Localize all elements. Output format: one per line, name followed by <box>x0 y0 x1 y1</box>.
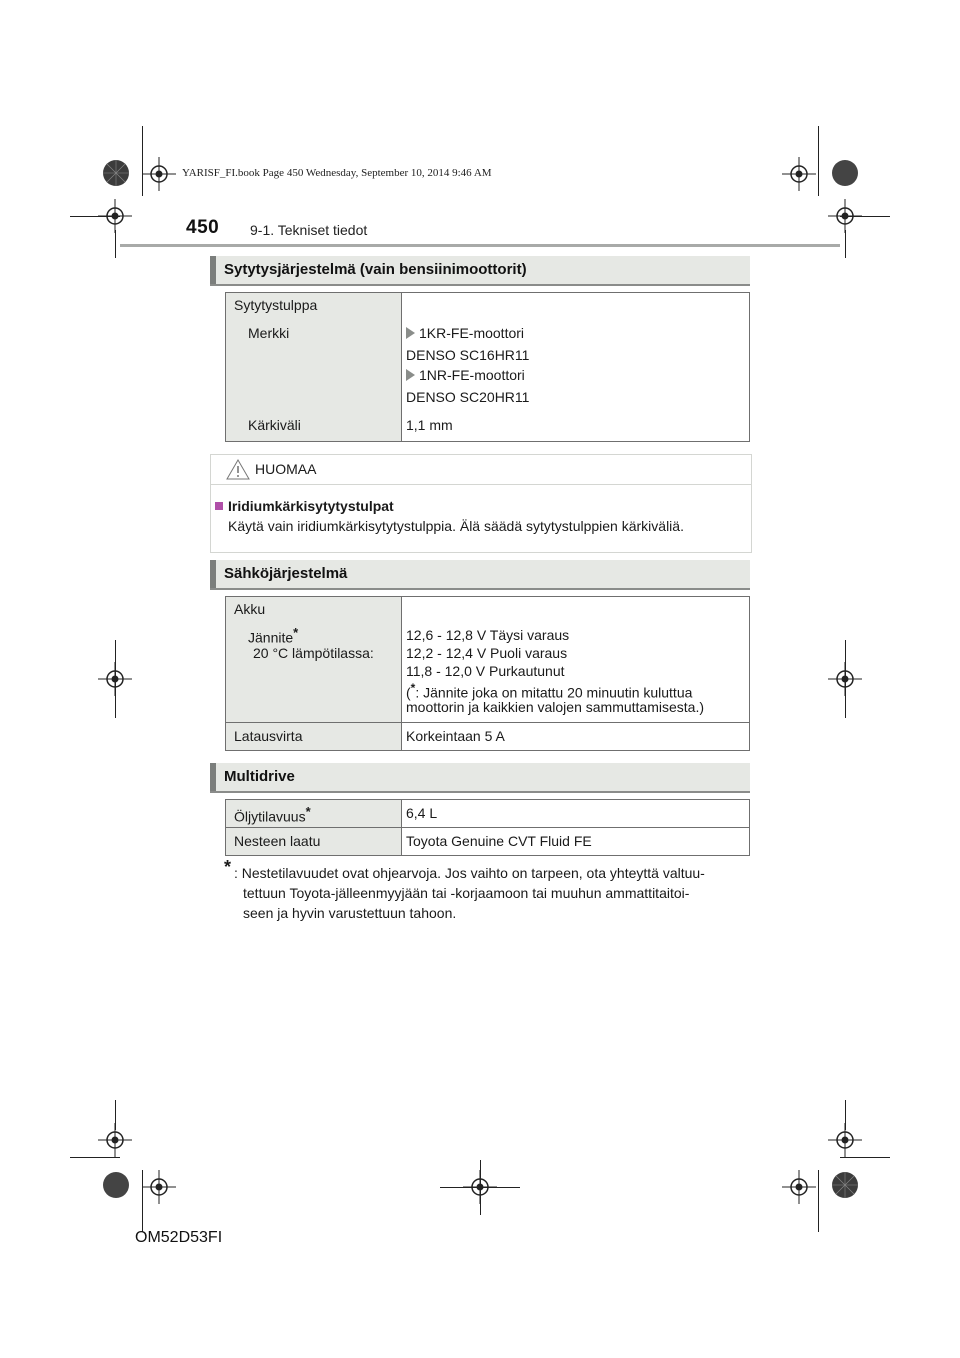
square-bullet-icon <box>215 502 223 510</box>
warning-triangle-icon <box>226 459 250 480</box>
notice-subtitle-text: Iridiumkärkisytytystulpat <box>228 498 394 514</box>
footnote-line3: seen ja hyvin varustettuun tahoon. <box>243 905 457 921</box>
engine-1kr-label: 1KR-FE-moottori <box>419 325 525 341</box>
notice-header-text: HUOMAA <box>255 461 317 477</box>
voltage-half: 12,2 - 12,4 V Puoli varaus <box>406 645 568 661</box>
battery-label-cell <box>226 597 402 723</box>
crosshair-icon <box>782 157 816 191</box>
oil-capacity-value: 6,4 L <box>406 805 438 821</box>
charge-label-cell <box>226 723 402 751</box>
page-number: 450 <box>186 217 220 238</box>
voltage-note-line1 <box>406 681 692 701</box>
voltage-note-line2: moottorin ja kaikkien valojen sammuttamisesta.) <box>406 699 705 715</box>
section-title: 9-1. Tekniset tiedot <box>250 222 368 238</box>
registration-circle-icon <box>831 1171 859 1199</box>
charge-value-cell <box>402 723 750 751</box>
ignition-table <box>225 292 750 442</box>
notice-header <box>211 455 751 485</box>
battery-label: Akku <box>234 601 266 617</box>
charge-current-value: Korkeintaan 5 A <box>406 728 505 744</box>
section-heading-text: Sähköjärjestelmä <box>224 565 348 582</box>
plug-1nr-value: DENSO SC20HR11 <box>406 389 530 405</box>
section-heading-electrical <box>210 560 750 590</box>
registration-circle-icon <box>831 159 859 187</box>
asterisk-mark: * <box>293 625 299 640</box>
voltage-label <box>248 625 298 646</box>
fluid-type-value: Toyota Genuine CVT Fluid FE <box>406 833 592 849</box>
section-heading-ignition <box>210 256 750 286</box>
registration-circle-icon <box>102 159 130 187</box>
asterisk-mark: * <box>410 681 416 695</box>
crosshair-icon <box>142 1170 176 1204</box>
oil-label-cell <box>226 800 402 828</box>
note-paren: ( <box>406 684 411 701</box>
registration-circle-icon <box>102 1171 130 1199</box>
oil-value-cell <box>402 800 750 828</box>
crosshair-icon <box>142 157 176 191</box>
notice-box <box>210 454 752 553</box>
ignition-value-cell <box>402 293 750 442</box>
fluid-label-cell <box>226 828 402 856</box>
footnote-asterisk: * <box>224 857 232 877</box>
gap-label: Kärkiväli <box>248 417 301 433</box>
crosshair-icon <box>782 1170 816 1204</box>
brand-label: Merkki <box>248 325 290 341</box>
plug-1kr-value: DENSO SC16HR11 <box>406 347 530 363</box>
voltage-discharged: 11,8 - 12,0 V Purkautunut <box>406 663 565 679</box>
header-rule <box>120 244 840 247</box>
voltage-label-text: Jännite <box>248 629 294 646</box>
engine-1kr-item <box>406 325 524 341</box>
fluid-value-cell <box>402 828 750 856</box>
notice-subtitle <box>215 498 394 514</box>
triangle-bullet-icon <box>406 327 415 339</box>
footnote-line2: tettuun Toyota-jälleenmyyjään tai -korjaamoon tai muuhun ammattitaitoi- <box>243 885 690 901</box>
gap-value: 1,1 mm <box>406 417 453 433</box>
note-line1-text: : Jännite joka on mitattu 20 minuutin kuluttua <box>415 684 693 701</box>
spark-plug-label: Sytytystulppa <box>234 297 318 313</box>
temperature-label: 20 °C lämpötilassa: <box>253 645 374 661</box>
ignition-label-cell <box>226 293 402 442</box>
multidrive-table <box>225 799 750 856</box>
charge-current-label: Latausvirta <box>234 728 303 744</box>
notice-text: Käytä vain iridiumkärkisytytystulppia. Älä säädä sytytystulppien kärkiväliä. <box>228 518 684 534</box>
engine-1nr-item <box>406 367 525 383</box>
section-heading-multidrive <box>210 763 750 793</box>
fluid-type-label: Nesteen laatu <box>234 833 321 849</box>
triangle-bullet-icon <box>406 369 415 381</box>
book-file-header: YARISF_FI.book Page 450 Wednesday, September 10, 2014 9:46 AM <box>182 167 492 179</box>
asterisk-mark: * <box>305 804 311 819</box>
oil-capacity-text: Öljytilavuus <box>234 808 306 825</box>
footnote-line1: : Nestetilavuudet ovat ohjearvoja. Jos vaihto on tarpeen, ota yhteyttä valtuu- <box>234 865 705 881</box>
voltage-full: 12,6 - 12,8 V Täysi varaus <box>406 627 570 643</box>
oil-capacity-label <box>234 804 311 825</box>
electrical-table <box>225 596 750 751</box>
battery-value-cell <box>402 597 750 723</box>
section-heading-text: Sytytysjärjestelmä (vain bensiinimoottorit) <box>224 261 527 278</box>
section-heading-text: Multidrive <box>224 768 295 785</box>
manual-code: OM52D53FI <box>135 1229 223 1246</box>
engine-1nr-label: 1NR-FE-moottori <box>419 367 525 383</box>
